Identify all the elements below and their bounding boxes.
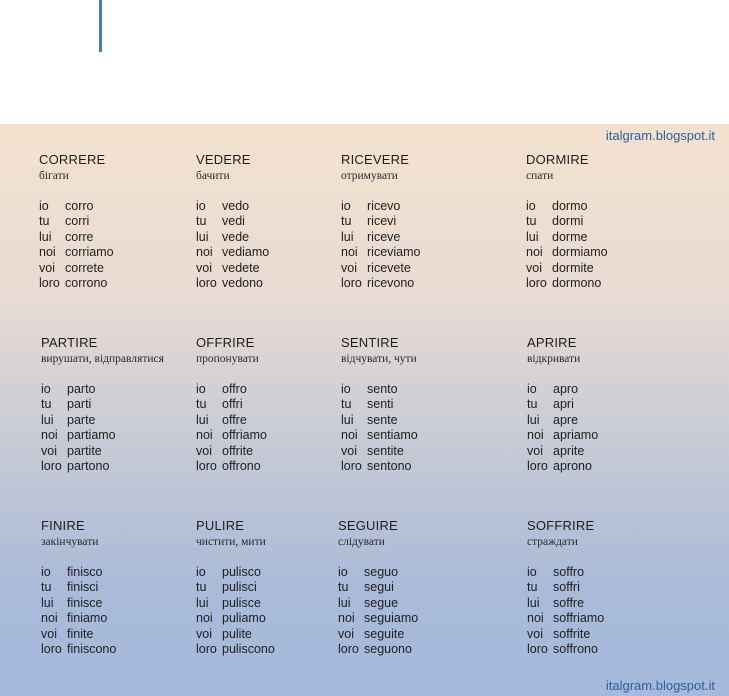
verb-form: sentite bbox=[367, 443, 404, 458]
conjugation-row bbox=[196, 580, 275, 595]
conjugation-row bbox=[41, 444, 116, 459]
verb-form: soffrite bbox=[553, 626, 591, 641]
verb-translation: закінчувати bbox=[41, 536, 99, 548]
pronoun: voi bbox=[527, 626, 543, 641]
verb-form: offre bbox=[222, 412, 247, 427]
conjugation-row bbox=[341, 459, 418, 474]
pronoun: voi bbox=[39, 260, 55, 275]
conjugation-row bbox=[526, 214, 608, 229]
verb-form: corrono bbox=[65, 276, 108, 291]
pronoun: noi bbox=[527, 428, 544, 443]
verb-translation: пропонувати bbox=[196, 353, 259, 365]
pronoun: loro bbox=[341, 459, 362, 474]
conjugation-row bbox=[41, 627, 116, 642]
conjugation-row bbox=[196, 565, 275, 580]
conjugation-row bbox=[196, 214, 269, 229]
verb-form: riceve bbox=[367, 229, 401, 244]
conjugation-row bbox=[39, 261, 114, 276]
conjugation-row bbox=[527, 444, 598, 459]
pronoun: noi bbox=[196, 611, 213, 626]
pronoun: voi bbox=[341, 443, 357, 458]
verb-form: corro bbox=[65, 199, 94, 213]
verb-infinitive: FINIRE bbox=[41, 518, 85, 533]
verb-form: sentiamo bbox=[367, 428, 418, 443]
pronoun: loro bbox=[338, 642, 359, 657]
pronoun: lui bbox=[527, 412, 540, 427]
verb-infinitive: SEGUIRE bbox=[338, 518, 398, 533]
conjugation-row bbox=[196, 261, 269, 276]
verb-form: sente bbox=[367, 412, 398, 427]
verb-form: aprite bbox=[553, 443, 585, 458]
verb-infinitive: CORRERE bbox=[39, 152, 106, 167]
pronoun: voi bbox=[41, 626, 57, 641]
site-label-top[interactable]: italgram.blogspot.it bbox=[605, 128, 715, 143]
pronoun: voi bbox=[527, 443, 543, 458]
pronoun: noi bbox=[527, 611, 544, 626]
conjugation-row bbox=[196, 627, 275, 642]
verb-form: sentono bbox=[367, 459, 412, 474]
verb-form: soffrono bbox=[553, 642, 598, 657]
conjugation-table bbox=[526, 199, 608, 291]
verb-form: corriamo bbox=[65, 245, 114, 260]
conjugation-row bbox=[526, 261, 608, 276]
verb-form: soffri bbox=[553, 580, 580, 595]
verb-form: offri bbox=[222, 397, 243, 412]
verb-form: dorme bbox=[552, 229, 588, 244]
conjugation-row bbox=[526, 245, 608, 260]
conjugation-row bbox=[196, 428, 267, 443]
conjugation-row bbox=[41, 413, 116, 428]
verb-form: offrite bbox=[222, 443, 254, 458]
verb-form: finisco bbox=[67, 565, 103, 579]
conjugation-row bbox=[41, 580, 116, 595]
verb-translation: страждати bbox=[527, 536, 578, 548]
verb-form: ricevono bbox=[367, 276, 415, 291]
verb-form: apri bbox=[553, 397, 574, 412]
conjugation-row bbox=[41, 428, 116, 443]
verb-form: parti bbox=[67, 397, 92, 412]
conjugation-row bbox=[338, 642, 418, 657]
verb-form: apro bbox=[553, 382, 579, 396]
verb-infinitive: OFFRIRE bbox=[196, 335, 255, 350]
verb-form: seguiamo bbox=[364, 611, 419, 626]
pronoun: loro bbox=[196, 276, 217, 291]
pronoun: tu bbox=[196, 397, 207, 412]
pronoun: noi bbox=[341, 428, 358, 443]
conjugation-row bbox=[527, 611, 604, 626]
verb-translation: відкривати bbox=[527, 353, 581, 365]
verb-form: puliamo bbox=[222, 611, 266, 626]
verb-form: puliscono bbox=[222, 642, 275, 657]
pronoun: tu bbox=[526, 214, 537, 229]
pronoun: lui bbox=[341, 229, 354, 244]
pronoun: loro bbox=[196, 459, 217, 474]
pronoun: io bbox=[527, 382, 537, 396]
verb-form: pulite bbox=[222, 626, 252, 641]
pronoun: tu bbox=[39, 214, 50, 229]
pronoun: lui bbox=[341, 412, 354, 427]
conjugation-row bbox=[41, 596, 116, 611]
verb-form: apre bbox=[553, 412, 579, 427]
conjugation-row bbox=[341, 444, 418, 459]
conjugation-row bbox=[526, 276, 608, 291]
conjugation-row bbox=[526, 199, 608, 214]
pronoun: loro bbox=[41, 459, 62, 474]
pronoun: io bbox=[196, 382, 206, 396]
verb-form: pulisci bbox=[222, 580, 257, 595]
conjugation-row bbox=[341, 382, 418, 397]
verb-form: ricevete bbox=[367, 260, 411, 275]
verb-infinitive: PARTIRE bbox=[41, 335, 98, 350]
verb-form: senti bbox=[367, 397, 394, 412]
verb-form: dormono bbox=[552, 276, 602, 291]
verb-form: segui bbox=[364, 580, 394, 595]
verb-form: pulisce bbox=[222, 595, 261, 610]
verb-infinitive: SOFFRIRE bbox=[527, 518, 595, 533]
pronoun: tu bbox=[527, 397, 538, 412]
verb-form: vede bbox=[222, 229, 250, 244]
verb-form: ricevi bbox=[367, 214, 397, 229]
verb-form: segue bbox=[364, 595, 399, 610]
verb-form: seguono bbox=[364, 642, 412, 657]
conjugation-row bbox=[341, 230, 421, 245]
verb-form: dormo bbox=[552, 199, 588, 213]
verb-translation: бачити bbox=[196, 170, 230, 182]
verb-translation: бігати bbox=[39, 170, 69, 182]
verb-infinitive: PULIRE bbox=[196, 518, 245, 533]
pronoun: lui bbox=[196, 229, 209, 244]
pronoun: loro bbox=[527, 642, 548, 657]
pronoun: lui bbox=[39, 229, 52, 244]
pronoun: tu bbox=[196, 580, 207, 595]
pronoun: loro bbox=[41, 642, 62, 657]
conjugation-row bbox=[196, 230, 269, 245]
verb-form: soffre bbox=[553, 595, 585, 610]
pronoun: noi bbox=[41, 611, 58, 626]
conjugation-table bbox=[196, 565, 275, 657]
verb-translation: спати bbox=[526, 170, 554, 182]
verb-form: parto bbox=[67, 382, 96, 396]
pronoun: voi bbox=[196, 626, 212, 641]
verb-translation: вирушати, відправлятися bbox=[41, 353, 164, 365]
conjugation-row bbox=[39, 199, 114, 214]
conjugation-row bbox=[526, 230, 608, 245]
conjugation-row bbox=[196, 199, 269, 214]
verb-form: correte bbox=[65, 260, 104, 275]
pronoun: io bbox=[341, 382, 351, 396]
verb-translation: отримувати bbox=[341, 170, 398, 182]
conjugation-row bbox=[527, 565, 604, 580]
pronoun: noi bbox=[196, 428, 213, 443]
pronoun: voi bbox=[341, 260, 357, 275]
conjugation-row bbox=[527, 642, 604, 657]
pronoun: noi bbox=[39, 245, 56, 260]
conjugation-row bbox=[341, 245, 421, 260]
pronoun: io bbox=[41, 565, 51, 579]
conjugation-row bbox=[196, 444, 267, 459]
verb-form: corri bbox=[65, 214, 90, 229]
verb-form: offro bbox=[222, 382, 247, 396]
pronoun: voi bbox=[41, 443, 57, 458]
pronoun: io bbox=[526, 199, 536, 213]
verb-form: seguo bbox=[364, 565, 399, 579]
pronoun: noi bbox=[196, 245, 213, 260]
conjugation-table bbox=[196, 382, 267, 474]
verb-block-dormire bbox=[526, 152, 716, 291]
verb-form: dormiamo bbox=[552, 245, 608, 260]
pronoun: loro bbox=[526, 276, 547, 291]
conjugation-row bbox=[41, 642, 116, 657]
conjugation-row bbox=[527, 596, 604, 611]
pronoun: io bbox=[338, 565, 348, 579]
pronoun: lui bbox=[526, 229, 539, 244]
pronoun: loro bbox=[39, 276, 60, 291]
pronoun: voi bbox=[338, 626, 354, 641]
conjugation-row bbox=[196, 642, 275, 657]
conjugation-table bbox=[527, 565, 604, 657]
verb-form: pulisco bbox=[222, 565, 261, 579]
verb-form: dormite bbox=[552, 260, 594, 275]
pronoun: lui bbox=[41, 412, 54, 427]
conjugation-table bbox=[196, 199, 269, 291]
pronoun: voi bbox=[196, 260, 212, 275]
pronoun: io bbox=[196, 565, 206, 579]
conjugation-table bbox=[41, 565, 116, 657]
verb-form: partiamo bbox=[67, 428, 116, 443]
conjugation-row bbox=[196, 596, 275, 611]
verb-form: soffro bbox=[553, 565, 585, 579]
verb-form: partite bbox=[67, 443, 102, 458]
conjugation-row bbox=[341, 199, 421, 214]
conjugation-row bbox=[341, 261, 421, 276]
conjugation-row bbox=[41, 611, 116, 626]
site-label-bottom[interactable]: italgram.blogspot.it bbox=[605, 678, 715, 693]
verb-infinitive: SENTIRE bbox=[341, 335, 399, 350]
conjugation-row bbox=[196, 459, 267, 474]
verb-form: finiamo bbox=[67, 611, 108, 626]
conjugation-row bbox=[527, 428, 598, 443]
verb-form: finiscono bbox=[67, 642, 117, 657]
conjugation-row bbox=[41, 565, 116, 580]
conjugation-row bbox=[341, 276, 421, 291]
conjugation-row bbox=[196, 611, 275, 626]
verb-form: sento bbox=[367, 382, 398, 396]
pronoun: io bbox=[196, 199, 206, 213]
verb-form: vedo bbox=[222, 199, 250, 213]
conjugation-table bbox=[338, 565, 418, 657]
pronoun: tu bbox=[41, 397, 52, 412]
verb-conjugation-card bbox=[0, 124, 729, 696]
verb-form: vedono bbox=[222, 276, 264, 291]
pronoun: tu bbox=[341, 397, 352, 412]
verb-infinitive: DORMIRE bbox=[526, 152, 589, 167]
pronoun: noi bbox=[41, 428, 58, 443]
verb-block-ricevere bbox=[341, 152, 531, 291]
conjugation-row bbox=[196, 276, 269, 291]
verb-translation: відчувати, чути bbox=[341, 353, 417, 365]
pronoun: io bbox=[39, 199, 49, 213]
verb-infinitive: VEDERE bbox=[196, 152, 251, 167]
pronoun: noi bbox=[341, 245, 358, 260]
conjugation-row bbox=[196, 397, 267, 412]
conjugation-row bbox=[338, 596, 418, 611]
verb-form: dormi bbox=[552, 214, 584, 229]
conjugation-table bbox=[341, 382, 418, 474]
verb-block-seguire bbox=[338, 518, 528, 657]
conjugation-row bbox=[341, 214, 421, 229]
conjugation-row bbox=[196, 413, 267, 428]
conjugation-row bbox=[39, 245, 114, 260]
conjugation-table bbox=[527, 382, 598, 474]
pronoun: lui bbox=[338, 595, 351, 610]
conjugation-row bbox=[39, 214, 114, 229]
pronoun: io bbox=[341, 199, 351, 213]
pronoun: lui bbox=[41, 595, 54, 610]
verb-form: ricevo bbox=[367, 199, 401, 213]
pronoun: io bbox=[41, 382, 51, 396]
conjugation-row bbox=[341, 413, 418, 428]
pronoun: loro bbox=[196, 642, 217, 657]
conjugation-row bbox=[196, 382, 267, 397]
pronoun: tu bbox=[41, 580, 52, 595]
verb-infinitive: RICEVERE bbox=[341, 152, 410, 167]
conjugation-row bbox=[41, 382, 116, 397]
verb-form: vediamo bbox=[222, 245, 270, 260]
pronoun: tu bbox=[338, 580, 349, 595]
pronoun: tu bbox=[527, 580, 538, 595]
verb-block-sentire bbox=[341, 335, 531, 474]
conjugation-row bbox=[338, 627, 418, 642]
verb-form: seguite bbox=[364, 626, 405, 641]
conjugation-row bbox=[41, 459, 116, 474]
conjugation-row bbox=[39, 276, 114, 291]
verb-form: finisce bbox=[67, 595, 103, 610]
conjugation-row bbox=[527, 580, 604, 595]
verb-form: apriamo bbox=[553, 428, 599, 443]
pronoun: io bbox=[527, 565, 537, 579]
conjugation-table bbox=[41, 382, 116, 474]
conjugation-row bbox=[341, 397, 418, 412]
verb-form: finisci bbox=[67, 580, 99, 595]
conjugation-row bbox=[527, 397, 598, 412]
verb-infinitive: APRIRE bbox=[527, 335, 577, 350]
conjugation-row bbox=[527, 459, 598, 474]
verb-block-aprire bbox=[527, 335, 717, 474]
pronoun: lui bbox=[527, 595, 540, 610]
verb-form: soffriamo bbox=[553, 611, 605, 626]
pronoun: loro bbox=[341, 276, 362, 291]
pronoun: voi bbox=[196, 443, 212, 458]
pronoun: noi bbox=[338, 611, 355, 626]
conjugation-row bbox=[338, 611, 418, 626]
verb-form: vedete bbox=[222, 260, 260, 275]
verb-form: aprono bbox=[553, 459, 592, 474]
conjugation-row bbox=[41, 397, 116, 412]
pronoun: tu bbox=[196, 214, 207, 229]
verb-form: vedi bbox=[222, 214, 245, 229]
verb-translation: чистити, мити bbox=[196, 536, 266, 548]
pronoun: noi bbox=[526, 245, 543, 260]
conjugation-row bbox=[527, 382, 598, 397]
verb-form: riceviamo bbox=[367, 245, 421, 260]
verb-form: corre bbox=[65, 229, 94, 244]
pronoun: lui bbox=[196, 595, 209, 610]
conjugation-row bbox=[527, 627, 604, 642]
verb-form: offrono bbox=[222, 459, 261, 474]
verb-form: parte bbox=[67, 412, 96, 427]
pronoun: tu bbox=[341, 214, 352, 229]
conjugation-row bbox=[196, 245, 269, 260]
verb-form: partono bbox=[67, 459, 110, 474]
text-cursor-bar bbox=[99, 0, 102, 52]
pronoun: voi bbox=[526, 260, 542, 275]
conjugation-row bbox=[39, 230, 114, 245]
conjugation-table bbox=[341, 199, 421, 291]
verb-form: finite bbox=[67, 626, 94, 641]
verb-form: offriamo bbox=[222, 428, 267, 443]
pronoun: lui bbox=[196, 412, 209, 427]
conjugation-table bbox=[39, 199, 114, 291]
verb-translation: слідувати bbox=[338, 536, 385, 548]
pronoun: loro bbox=[527, 459, 548, 474]
conjugation-row bbox=[341, 428, 418, 443]
verb-block-soffrire bbox=[527, 518, 717, 657]
conjugation-row bbox=[338, 580, 418, 595]
conjugation-row bbox=[338, 565, 418, 580]
conjugation-row bbox=[527, 413, 598, 428]
